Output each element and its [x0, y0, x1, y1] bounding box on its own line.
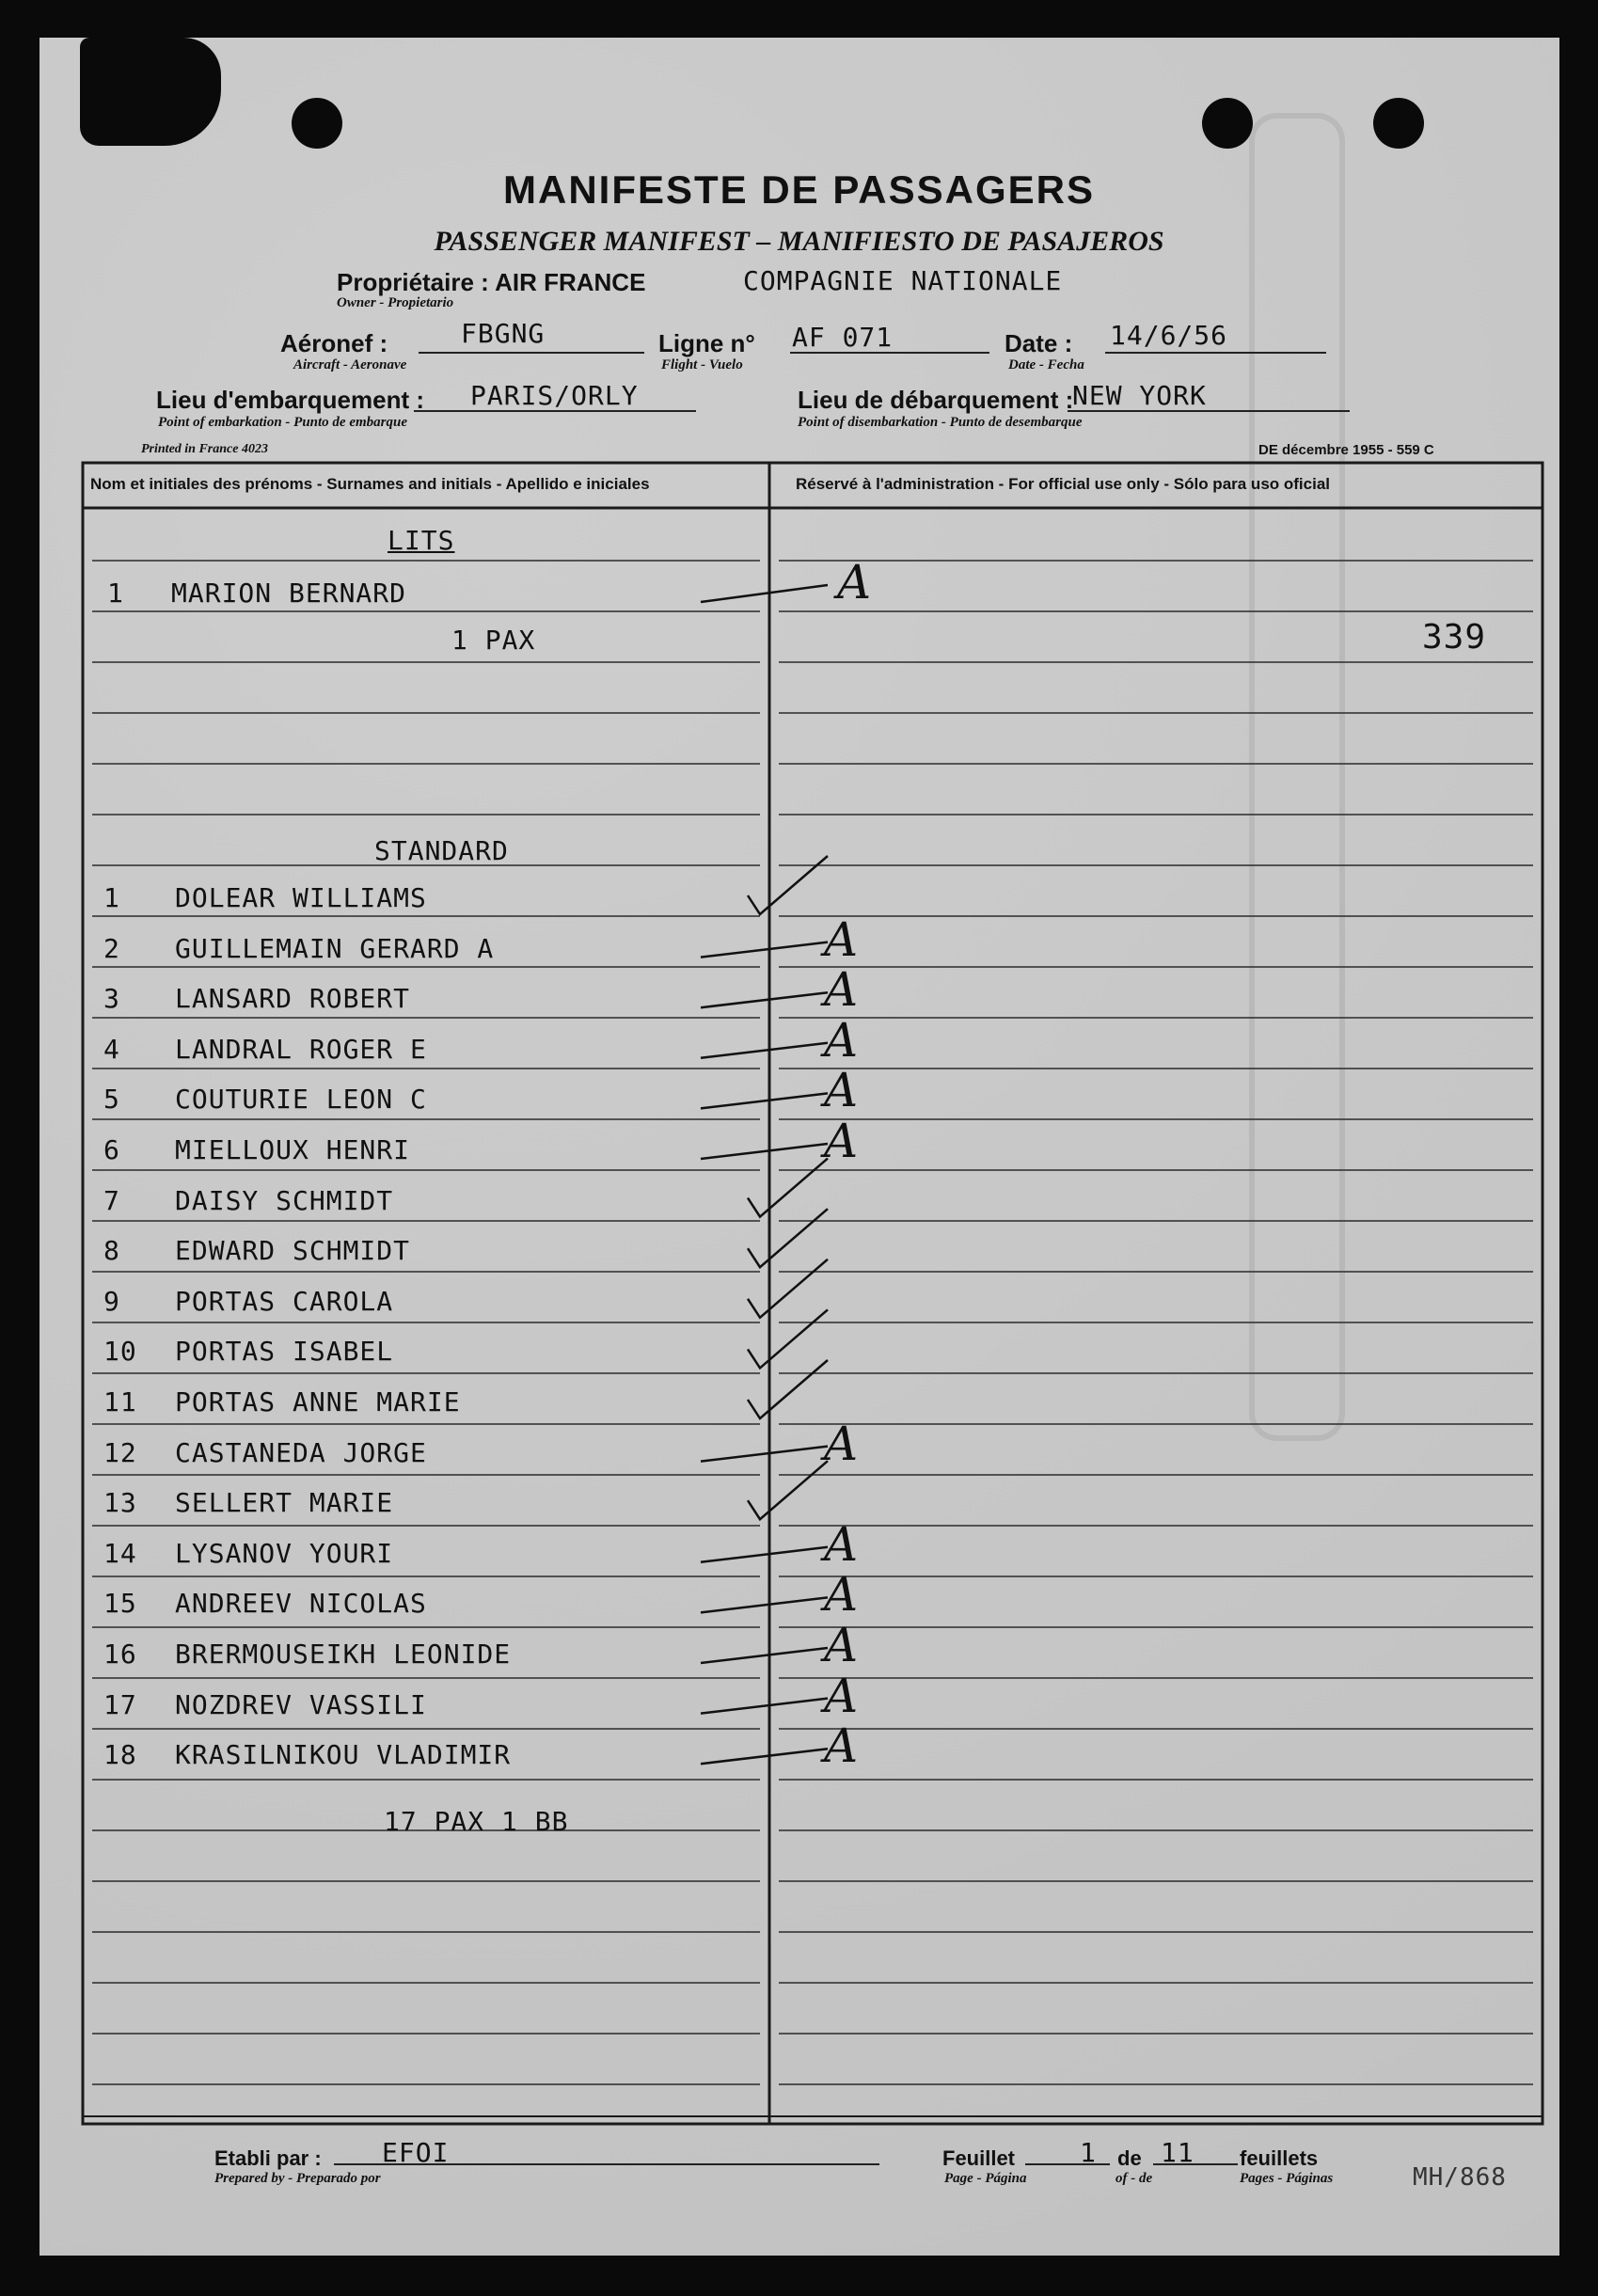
entry-name: DAISY SCHMIDT — [175, 1184, 394, 1216]
entry-number: 7 — [103, 1184, 120, 1216]
prepared-by-value: EFOI — [382, 2137, 450, 2168]
flight-value: AF 071 — [792, 322, 894, 353]
check-stroke — [701, 1597, 828, 1612]
sheets-sublabel: Pages - Páginas — [1240, 2171, 1334, 2186]
flight-sublabel: Flight - Vuelo — [661, 357, 743, 372]
entry-number: 1 — [103, 882, 120, 913]
entry-number: 13 — [103, 1487, 137, 1519]
sheet-label: Feuillet — [942, 2146, 1016, 2170]
check-stroke — [701, 585, 828, 602]
entry-name: LYSANOV YOURI — [175, 1537, 394, 1569]
owner-label: Propriétaire : AIR FRANCE — [337, 268, 646, 296]
printed-note: Printed in France 4023 — [141, 442, 268, 456]
check-mark — [748, 1461, 828, 1519]
embarkation-label: Lieu d'embarquement : — [156, 386, 424, 414]
admin-mark-a: A — [824, 1668, 859, 1723]
aircraft-value: FBGNG — [461, 318, 546, 349]
lits-heading: LITS — [388, 525, 455, 556]
check-mark — [748, 1159, 828, 1217]
check-stroke — [701, 1749, 828, 1764]
admin-mark-a: A — [824, 1114, 859, 1168]
owner-value: COMPAGNIE NATIONALE — [743, 265, 1063, 296]
check-stroke — [701, 1447, 828, 1462]
standard-heading: STANDARD — [374, 835, 509, 866]
page-subtitle: PASSENGER MANIFEST – MANIFIESTO DE PASAJEROS — [434, 226, 1164, 257]
sheet-line — [1025, 2163, 1110, 2165]
entry-number: 15 — [103, 1588, 137, 1620]
entry-name: SELLERT MARIE — [175, 1487, 394, 1519]
entry-name: GUILLEMAIN GERARD A — [175, 932, 495, 964]
total-sheets-value: 11 — [1161, 2137, 1195, 2168]
disembarkation-value: NEW YORK — [1072, 380, 1207, 411]
entry-number: 4 — [103, 1033, 120, 1065]
entry-name: EDWARD SCHMIDT — [175, 1235, 411, 1267]
entry-number: 14 — [103, 1537, 137, 1569]
date-sublabel: Date - Fecha — [1008, 357, 1084, 372]
prepared-by-sublabel: Prepared by - Preparado por — [214, 2171, 381, 2186]
entry-name: LANDRAL ROGER E — [175, 1033, 427, 1065]
entry-number: 10 — [103, 1336, 137, 1368]
admin-mark-a: A — [837, 555, 872, 610]
admin-mark-a: A — [824, 1567, 859, 1623]
prepared-by-label: Etabli par : — [214, 2146, 322, 2170]
total-sheets-line — [1153, 2163, 1238, 2165]
admin-mark-a: A — [824, 1012, 859, 1068]
admin-mark-a: A — [824, 1618, 859, 1672]
admin-mark-a: A — [824, 1718, 859, 1774]
date-label: Date : — [1005, 329, 1073, 357]
check-stroke — [701, 942, 828, 958]
form-reference: DE décembre 1955 - 559 C — [1258, 442, 1434, 458]
lits-total: 1 PAX — [451, 625, 536, 656]
admin-mark-a: A — [824, 962, 859, 1018]
check-stroke — [701, 992, 828, 1007]
check-stroke — [701, 1093, 828, 1108]
entry-name: ANDREEV NICOLAS — [175, 1588, 427, 1620]
check-stroke — [701, 1547, 828, 1562]
right-column-header: Réservé à l'administration - For official use only - Sólo para uso oficial — [796, 475, 1331, 493]
sheets-label: feuillets — [1240, 2146, 1319, 2170]
entry-number: 5 — [103, 1084, 120, 1116]
check-stroke — [701, 1144, 828, 1159]
of-label: de — [1117, 2146, 1142, 2170]
date-value: 14/6/56 — [1110, 320, 1228, 351]
entry-name: COUTURIE LEON C — [175, 1084, 427, 1116]
embarkation-value: PARIS/ORLY — [470, 380, 639, 411]
entry-number: 2 — [103, 932, 120, 964]
disembarkation-label: Lieu de débarquement : — [798, 386, 1074, 414]
entry-number: 12 — [103, 1436, 137, 1468]
admin-number: 339 — [1422, 618, 1487, 657]
owner-sublabel: Owner - Propietario — [337, 295, 454, 310]
left-column-header: Nom et initiales des prénoms - Surnames and initials - Apellido e iniciales — [90, 475, 650, 493]
of-sublabel: of - de — [1115, 2171, 1153, 2186]
sheet-sublabel: Page - Página — [944, 2171, 1027, 2186]
entry-name: PORTAS CAROLA — [175, 1285, 394, 1317]
entry-number: 9 — [103, 1285, 120, 1317]
embarkation-sublabel: Point of embarkation - Punto de embarque — [158, 415, 408, 430]
check-stroke — [701, 1648, 828, 1663]
admin-mark-a: A — [824, 911, 859, 967]
reference-number: MH/868 — [1413, 2163, 1507, 2192]
flight-label: Ligne n° — [658, 329, 755, 357]
entry-name: LANSARD ROBERT — [175, 983, 411, 1015]
check-stroke — [701, 1043, 828, 1058]
aircraft-sublabel: Aircraft - Aeronave — [293, 357, 407, 372]
sheet-value: 1 — [1080, 2137, 1097, 2168]
entry-name: CASTANEDA JORGE — [175, 1436, 427, 1468]
entry-number: 11 — [103, 1386, 137, 1417]
entry-name: KRASILNIKOU VLADIMIR — [175, 1739, 512, 1771]
admin-mark-a: A — [824, 1063, 859, 1118]
disembarkation-sublabel: Point of disembarkation - Punto de desembarque — [798, 415, 1083, 430]
entry-number: 18 — [103, 1739, 137, 1771]
entry-name: MIELLOUX HENRI — [175, 1134, 411, 1165]
lits-entry-number: 1 — [107, 578, 124, 609]
entry-name: DOLEAR WILLIAMS — [175, 882, 427, 913]
aircraft-label: Aéronef : — [280, 329, 388, 357]
entry-name: PORTAS ANNE MARIE — [175, 1386, 461, 1417]
lits-entry-name: MARION BERNARD — [171, 578, 407, 609]
entry-name: BRERMOUSEIKH LEONIDE — [175, 1639, 512, 1670]
page-title: MANIFESTE DE PASSAGERS — [503, 167, 1095, 212]
admin-mark-a: A — [824, 1416, 859, 1471]
entry-name: NOZDREV VASSILI — [175, 1688, 427, 1720]
entry-number: 8 — [103, 1235, 120, 1267]
entry-number: 6 — [103, 1134, 120, 1165]
entry-number: 16 — [103, 1639, 137, 1670]
entry-number: 3 — [103, 983, 120, 1015]
standard-total: 17 PAX 1 BB — [384, 1806, 569, 1837]
entry-number: 17 — [103, 1688, 137, 1720]
admin-mark-a: A — [824, 1516, 859, 1572]
check-stroke — [701, 1699, 828, 1714]
prepared-by-line — [334, 2163, 879, 2165]
entry-name: PORTAS ISABEL — [175, 1336, 394, 1368]
